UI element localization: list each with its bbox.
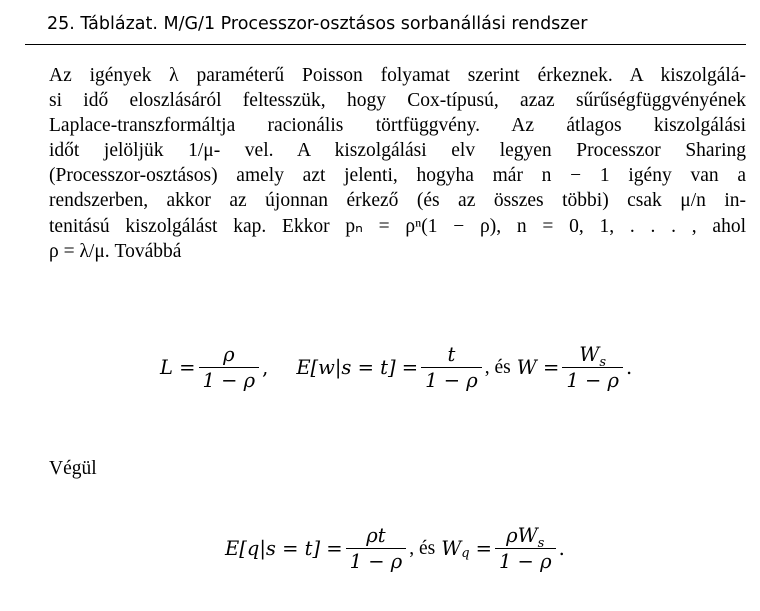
wq-symbol: W bbox=[441, 537, 462, 561]
body-paragraph bbox=[49, 63, 746, 264]
eq-end: . bbox=[558, 537, 565, 561]
fraction-denominator: 1 − ρ bbox=[421, 367, 482, 391]
w-symbol: W bbox=[579, 343, 600, 366]
fraction-l bbox=[199, 344, 260, 392]
fraction-denominator: 1 − ρ bbox=[562, 367, 623, 391]
caption-divider bbox=[25, 44, 746, 45]
fraction-e2 bbox=[346, 525, 407, 573]
fraction-denominator: 1 − ρ bbox=[346, 548, 407, 572]
equation-e-q-wq bbox=[225, 525, 565, 573]
paragraph-line: időt jelöljük 1/μ- vel. A kiszolgálási elv legyen Processzor Sharing bbox=[49, 140, 746, 162]
fraction-denominator: 1 − ρ bbox=[495, 548, 556, 572]
w-subscript: s bbox=[599, 355, 606, 370]
fraction-e bbox=[421, 344, 482, 392]
eq-e-lhs: E[w|s = t] = bbox=[296, 356, 419, 380]
paragraph-line: si idő eloszlásáról feltesszük, hogy Cox-típusú, azaz sűrűségfüggvényének bbox=[49, 90, 746, 112]
eq-w-lhs: W = bbox=[516, 356, 560, 380]
wq-subscript: q bbox=[461, 546, 470, 562]
eq-end: . bbox=[625, 356, 633, 380]
paragraph-line: rendszerben, akkor az újonnan érkező (és az összes többi) csak μ/n in- bbox=[49, 190, 746, 212]
equation-l-e-w bbox=[160, 344, 632, 392]
paragraph-line: tenitású kiszolgálást kap. Ekkor pₙ = ρⁿ(1 − ρ), n = 0, 1, . . . , ahol bbox=[49, 215, 746, 237]
paragraph-line: (Processzor-osztásos) amely azt jelenti, hogyha már n − 1 igény van a bbox=[49, 165, 746, 187]
eq-l-lhs: L = bbox=[160, 356, 196, 380]
rho-w-symbol: ρW bbox=[506, 524, 538, 547]
paragraph-line: Az igények λ paraméterű Poisson folyamat szerint érkeznek. A kiszolgálá- bbox=[49, 65, 746, 86]
fraction-numerator: t bbox=[447, 343, 456, 366]
table-caption: 25. Táblázat. M/G/1 Processzor-osztásos sorbanállási rendszer bbox=[47, 14, 588, 34]
eq-and-text: , és bbox=[409, 537, 436, 559]
eq-e-lhs: E[q|s = t] = bbox=[225, 537, 343, 561]
fraction-denominator: 1 − ρ bbox=[199, 367, 260, 391]
fraction-numerator: ρt bbox=[366, 524, 386, 547]
ws-subscript: s bbox=[537, 536, 545, 551]
fraction-numerator: ρ bbox=[223, 343, 235, 366]
fraction-w bbox=[562, 344, 623, 392]
vegul-text: Végül bbox=[49, 458, 97, 479]
fraction-numerator bbox=[575, 343, 610, 370]
paragraph-line: ρ = λ/μ. Továbbá bbox=[49, 240, 182, 262]
paragraph-line: Laplace-transzformáltja racionális törtfüggvény. Az átlagos kiszolgálási bbox=[49, 115, 746, 137]
eq-sign: = bbox=[475, 537, 492, 561]
eq-separator: , bbox=[262, 356, 269, 380]
eq-and-text: , és bbox=[484, 356, 511, 378]
fraction-wq bbox=[495, 525, 556, 573]
fraction-numerator bbox=[502, 524, 548, 551]
